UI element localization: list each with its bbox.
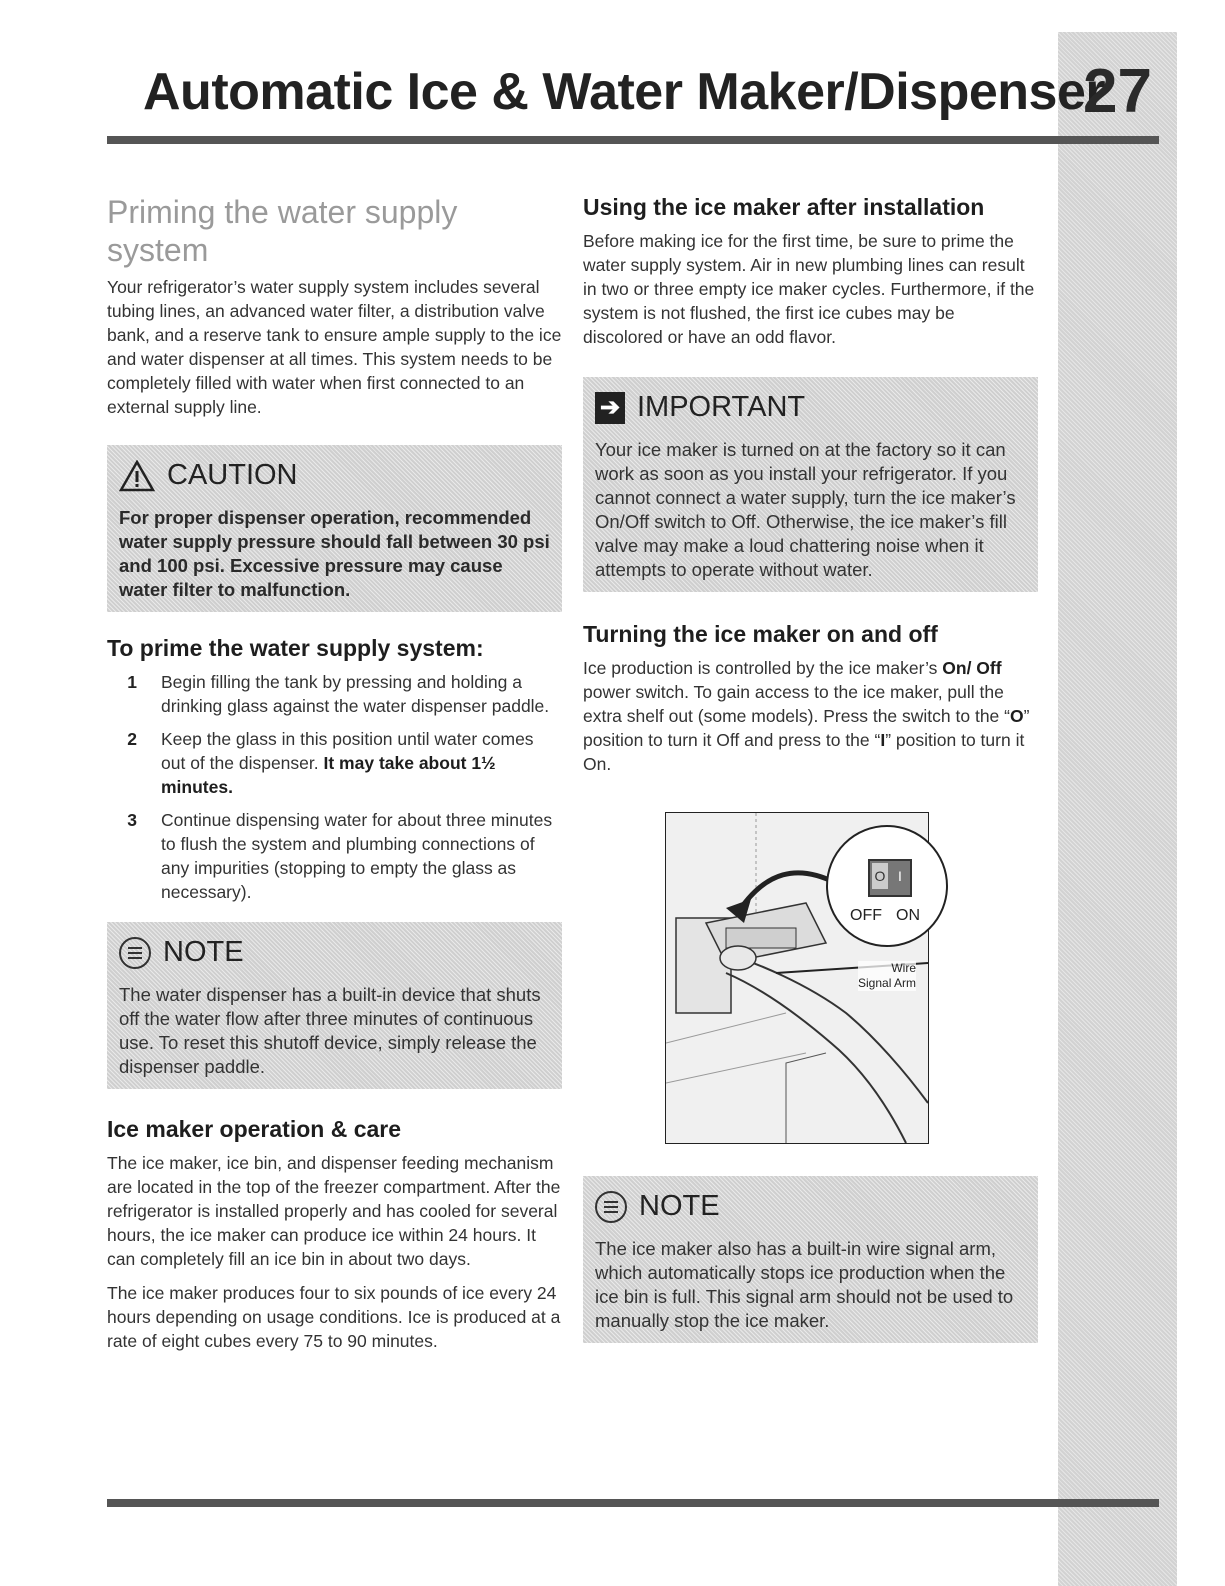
note-header <box>119 936 550 969</box>
onoff-title: Turning the ice maker on and off <box>583 621 938 647</box>
note-icon <box>119 937 151 969</box>
note-label: NOTE <box>163 936 244 968</box>
step-text <box>161 727 562 799</box>
left-column <box>107 193 562 1363</box>
operation-paragraph-2: The ice maker produces four to six pounds of ice every 24 hours depending on usage conditions. Ice is produced at a rate of eight cubes every 75 to 90 minutes. <box>107 1283 561 1351</box>
after-install-body: Before making ice for the first time, be sure to prime the water supply system. Air in new plumbing lines can result in two or three empty ice maker cycles. Furthermore, if the system is not flushed, the first ice cubes may be discolored or have an odd flavor. <box>583 231 1035 347</box>
priming-body: Your refrigerator’s water supply system includes several tubing lines, an advanced water filter, a distribution valve bank, and a reserve tank to ensure ample supply to the ice and water dispenser at all times. This system needs to be completely filled with water when first connected to an external supply line. <box>107 277 562 417</box>
note-icon <box>595 1191 627 1223</box>
switch-labels <box>850 907 934 925</box>
caution-text: For proper dispenser operation, recommended water supply pressure should fall between 30 psi and 100 psi. Excessive pressure may cause water filter to malfunction. <box>119 507 550 600</box>
step-text: Continue dispensing water for about three minutes to flush the system and plumbing connections of any impurities (stopping to empty the glass as necessary). <box>161 810 553 902</box>
on-label: ON <box>896 907 920 924</box>
after-install-title: Using the ice maker after installation <box>583 194 985 220</box>
step-text: Begin filling the tank by pressing and holding a drinking glass against the water dispenser paddle. <box>161 672 550 716</box>
caution-label: CAUTION <box>167 459 298 491</box>
page-title: Automatic Ice & Water Maker/Dispenser <box>143 63 1106 121</box>
caution-header <box>119 459 550 492</box>
note-text: The water dispenser has a built-in device that shuts off the water flow after three minutes of continuous use. To reset this shutoff device, simply release the dispenser paddle. <box>119 984 541 1077</box>
note-box-left <box>107 922 562 1089</box>
power-switch-icon <box>868 859 912 897</box>
list-item <box>107 670 562 718</box>
page-number: 27 <box>1083 57 1152 126</box>
footer-rule <box>107 1499 1159 1507</box>
caution-box <box>107 445 562 612</box>
right-column <box>583 193 1038 1343</box>
note-label: NOTE <box>639 1190 720 1222</box>
note-box-right <box>583 1176 1038 1343</box>
step-number: 2 <box>127 729 137 749</box>
step-text-plain: Keep the glass in this position until water comes out of the dispenser. <box>161 729 534 773</box>
off-label: OFF <box>850 907 882 924</box>
operation-paragraph-1: The ice maker, ice bin, and dispenser feeding mechanism are located in the top of the freezer compartment. After the refrigerator is installed properly and has cooled for several hours, the ice maker can produce ice within 24 hours. It can completely fill an ice bin in about two days. <box>107 1153 561 1269</box>
important-text: Your ice maker is turned on at the factory so it can work as soon as you install your refrigerator. If you cannot connect a water supply, turn the ice maker’s On/Off switch to Off. Otherwise, the ice maker’s fill valve may make a loud chattering noise when it attempts to operate without water. <box>595 439 1016 580</box>
switch-o-position: O <box>872 863 888 889</box>
important-label: IMPORTANT <box>637 391 806 423</box>
note-header <box>595 1190 1026 1223</box>
wire-signal-arm-label: Wire Signal Arm <box>858 961 917 990</box>
onoff-body: Ice production is controlled by the ice maker’s On/ Off power switch. To gain access to the ice maker, pull the extra shelf out (some models). Press the switch to the “O” position to turn it Off and press to the “I” position to turn it On. <box>583 658 1030 774</box>
page-tab-sidebar <box>1058 32 1177 1586</box>
prime-steps-list <box>107 670 562 904</box>
step-number: 3 <box>127 810 137 830</box>
list-item <box>107 808 562 904</box>
arrow-right-icon: ➔ <box>595 392 625 424</box>
priming-title: Priming the water supply system <box>107 194 458 268</box>
step-text-emphasis: It may take about 1½ minutes. <box>161 753 496 797</box>
list-item <box>107 727 562 799</box>
warning-triangle-icon <box>119 460 155 492</box>
note-text: The ice maker also has a built-in wire signal arm, which automatically stops ice production when the ice bin is full. This signal arm should not be used to manually stop the ice maker. <box>595 1238 1014 1331</box>
ice-maker-illustration <box>665 812 929 1144</box>
header-rule <box>107 136 1159 144</box>
important-box <box>583 377 1038 592</box>
important-header <box>595 391 1026 424</box>
steps-title: To prime the water supply system: <box>107 635 484 661</box>
switch-closeup <box>826 825 948 947</box>
step-number: 1 <box>127 672 137 692</box>
operation-title: Ice maker operation & care <box>107 1116 402 1142</box>
switch-i-position: I <box>898 868 902 884</box>
